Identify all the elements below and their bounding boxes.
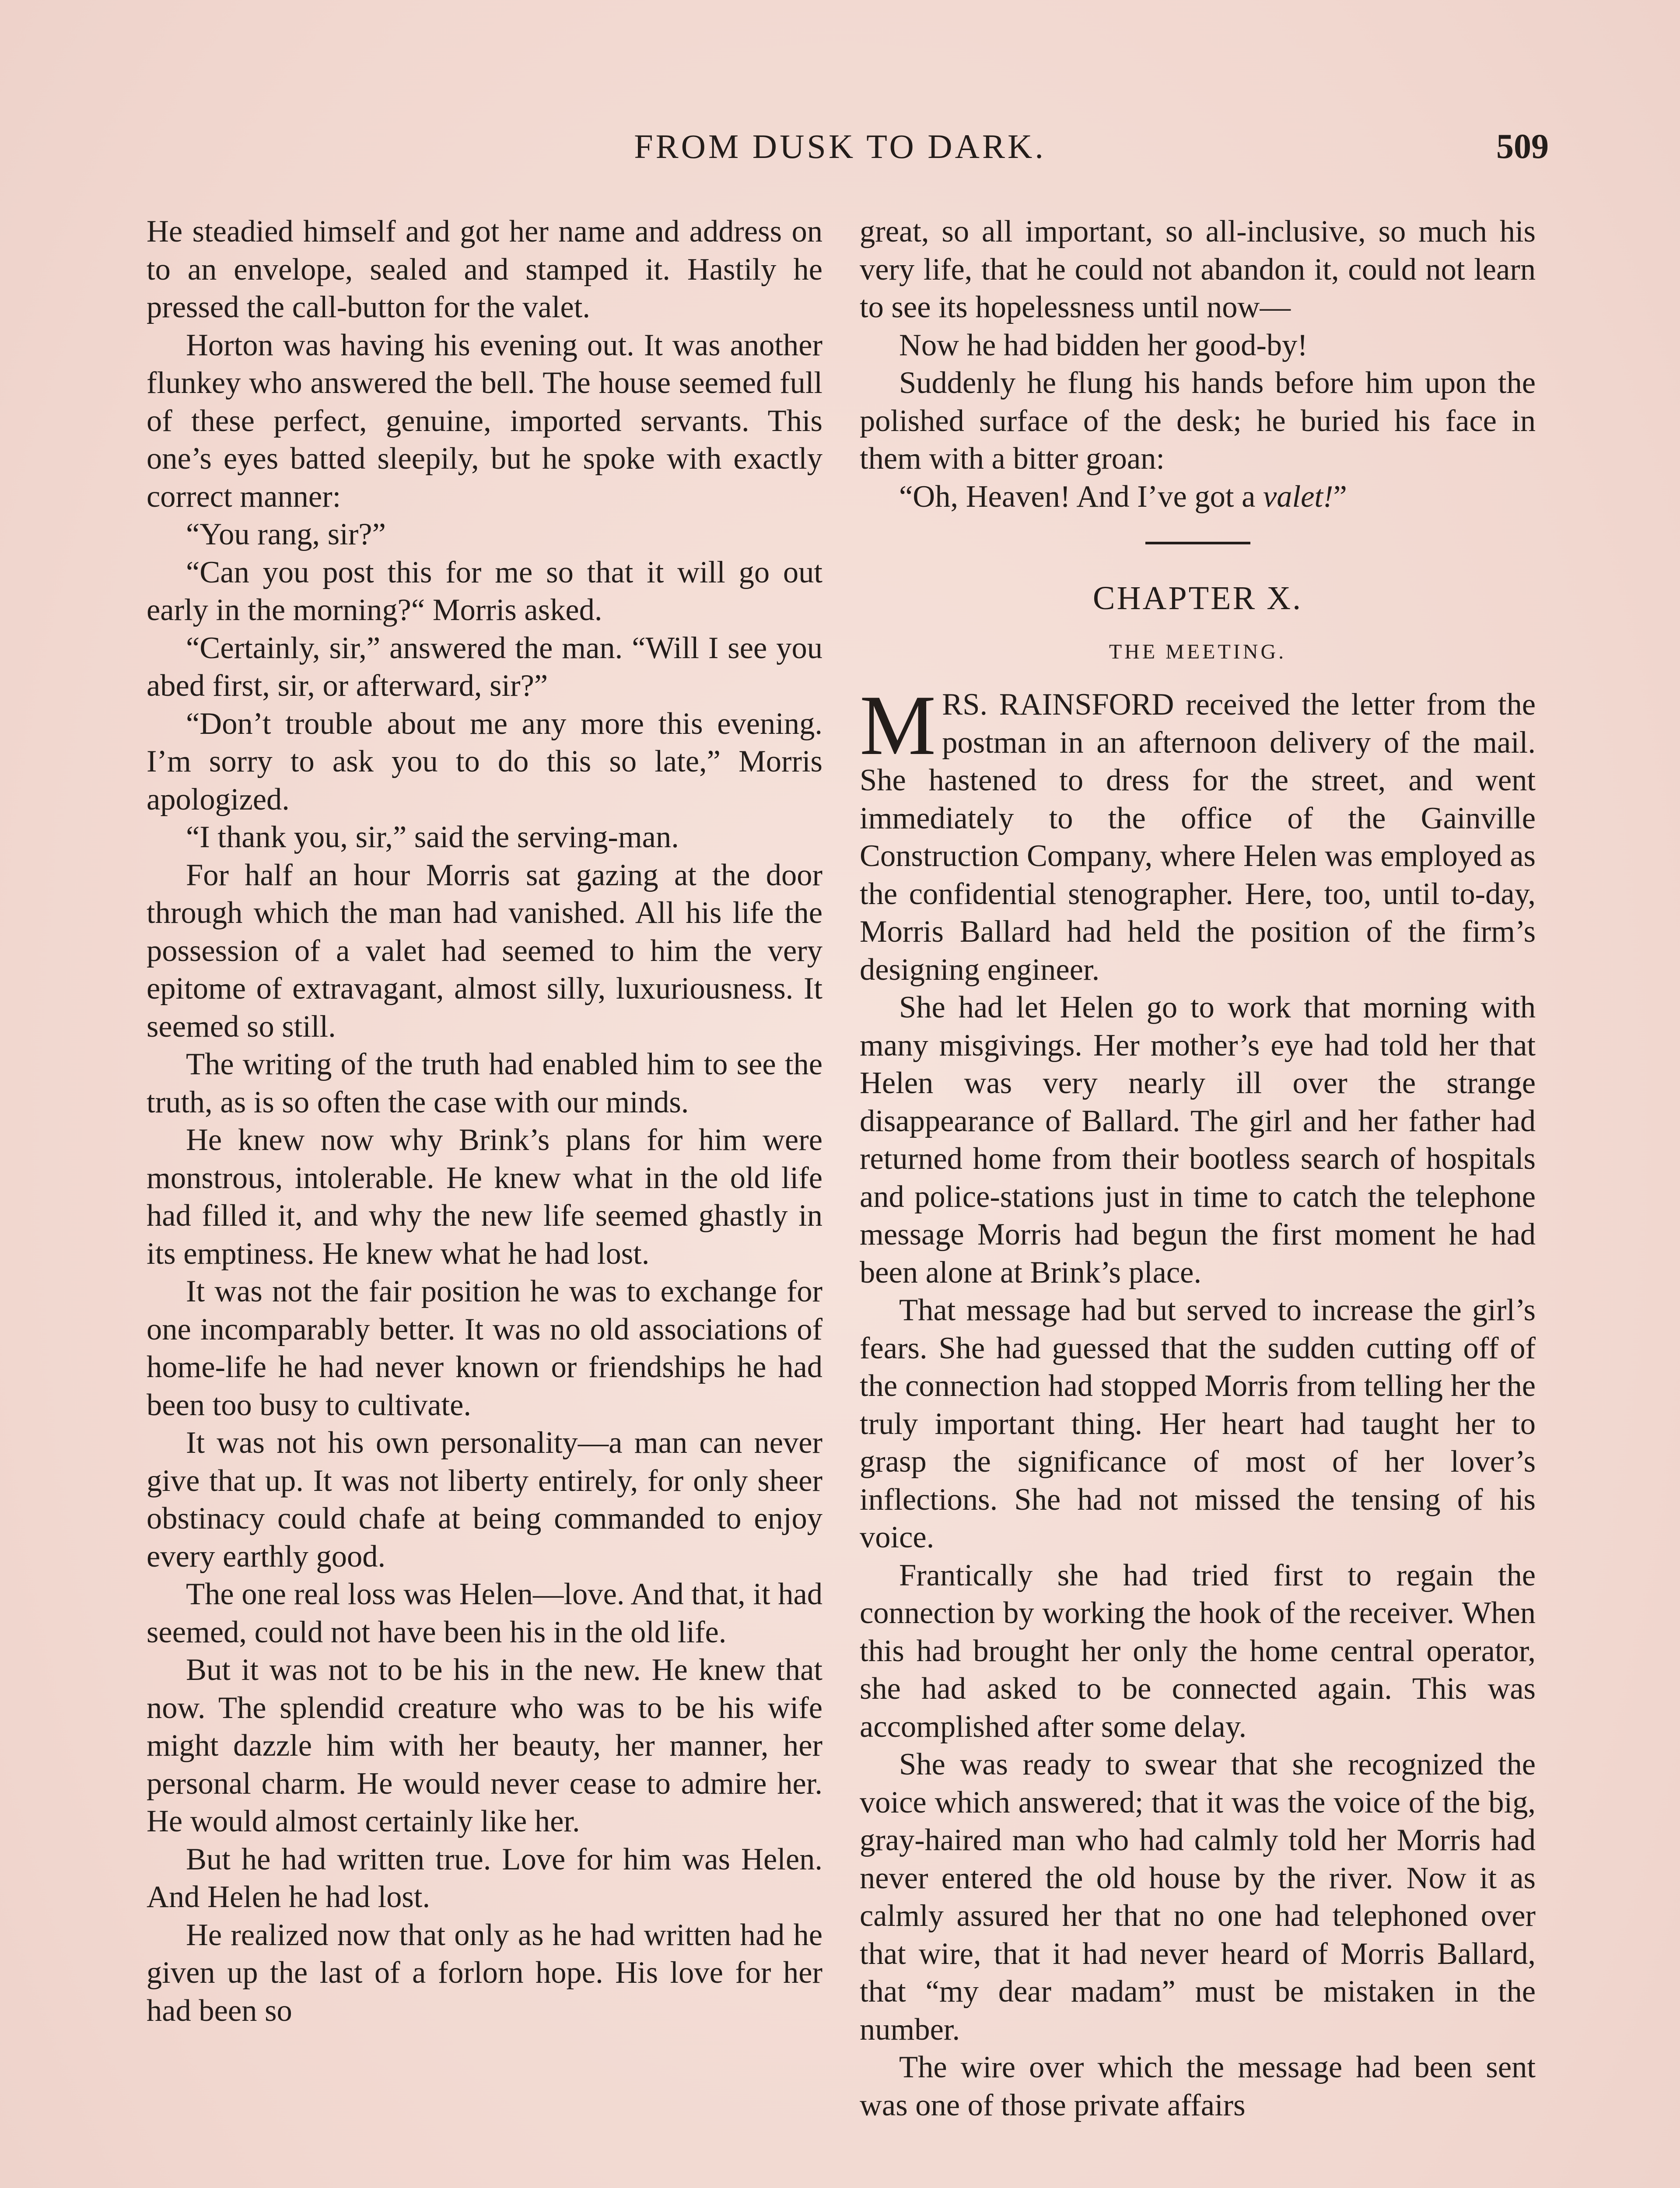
running-title: FROM DUSK TO DARK. (634, 127, 1046, 165)
paragraph: The writing of the truth had enabled him to see the truth, as is so often the case with our minds. (147, 1047, 822, 1119)
paragraph: “You rang, sir?” (186, 517, 386, 551)
paragraph: “Can you post this for me so that it will go out early in the morning?“ Morris asked. (147, 555, 822, 627)
paragraph: Frantically she had tried first to regain the connection by working the hook of the receiver. When this had brought her only the home central operator, she had asked to be connected again. This was accomplished after some delay. (860, 1558, 1536, 1744)
page-header (131, 127, 1549, 175)
left-column (147, 213, 822, 2030)
paragraph: It was not his own personality—a man can never give that up. It was not liberty entirely, for only sheer obstinacy could chafe at being commanded to enjoy every earthly good. (147, 1426, 822, 1574)
paragraph: He steadied himself and got her name and address on to an envelope, sealed and stamped it. Hastily he pressed the call-button for the valet. (147, 214, 822, 324)
opening-words: RS. RAINSFORD (942, 687, 1174, 722)
paragraph: The wire over which the message had been sent was one of those private affairs (860, 2050, 1536, 2122)
paragraph: But he had written true. Love for him was Helen. And Helen he had lost. (147, 1842, 822, 1914)
quote-text: “Oh, Heaven! And I’ve got a (899, 479, 1263, 514)
section-divider (1145, 542, 1250, 544)
paragraph: She had let Helen go to work that morning with many misgivings. Her mother’s eye had told her that Helen was very nearly ill over the strange disappearance of Ballard. The girl and her father had returned home from their bootless search of hospitals and police-stations just in time to catch the telephone message Morris had begun the first moment he had been alone at Brink’s place. (860, 990, 1536, 1290)
closing-quote (860, 478, 1536, 516)
opening-text: received the letter from the postman in an afternoon delivery of the mail. She hastened to dress for the street, and went immediately to the office of the Gainville Construction Company, where Helen was employed as the confidential stenographer. Here, too, until to-day, Morris Ballard had held the position of the firm’s designing engineer. (860, 687, 1536, 987)
paragraph: She was ready to swear that she recognized the voice which answered; that it was the voice of the big, gray-haired man who had calmly told her Morris had never entered the old house by the river. Now it as calmly assured her that no one had telephoned over that wire, that it had never heard of Morris Ballard, that “my dear madam” must be mistaken in the number. (860, 1747, 1536, 2047)
drop-cap: M (860, 678, 936, 773)
paragraph: That message had but served to increase the girl’s fears. She had guessed that the sudden cutting off of the connection had stopped Morris from telling her the truly important thing. Her heart had taught her to grasp the significance of most of her lover’s inflections. She had not missed the tensing of his voice. (860, 1293, 1536, 1554)
paragraph-continuation: great, so all important, so all-inclusive, so much his very life, that he could not abandon it, could not learn to see its hopelessness until now— (860, 214, 1536, 324)
paragraph: He realized now that only as he had written had he given up the last of a forlorn hope. His love for her had been so (147, 1918, 822, 2028)
paragraph: The one real loss was Helen—love. And that, it had seemed, could not have been his in the old life. (147, 1577, 822, 1649)
paragraph: “I thank you, sir,” said the serving-man. (186, 820, 679, 854)
page-number: 509 (1496, 127, 1549, 166)
paragraph: “Certainly, sir,” answered the man. “Will I see you abed first, sir, or afterward, sir?” (147, 631, 822, 703)
paragraph: Horton was having his evening out. It was another flunkey who answered the bell. The house seemed full of these perfect, genuine, imported servants. This one’s eyes batted sleepily, but he spoke with exactly correct manner: (147, 328, 822, 514)
paragraph: Now he had bidden her good-by! (899, 328, 1308, 362)
quote-close: ” (1333, 479, 1347, 514)
right-column (860, 213, 1536, 2124)
paragraph: “Don’t trouble about me any more this evening. I’m sorry to ask you to do this so late,” Morris apologized. (147, 706, 822, 817)
paragraph: It was not the fair position he was to exchange for one incomparably better. It was no old associations of home-life he had never known or friendships he had been too busy to cultivate. (147, 1274, 822, 1422)
quote-italic: valet! (1263, 479, 1334, 514)
chapter-opening-paragraph (860, 678, 1536, 989)
paragraph: But it was not to be his in the new. He knew that now. The splendid creature who was to be his wife might dazzle him with her beauty, her manner, her personal charm. He would never cease to admire her. He would almost certainly like her. (147, 1653, 822, 1838)
chapter-subtitle: THE MEETING. (1109, 640, 1287, 663)
chapter-title: CHAPTER X. (1092, 580, 1303, 617)
paragraph: He knew now why Brink’s plans for him were monstrous, intolerable. He knew what in the old life had filled it, and why the new life seemed ghastly in its emptiness. He knew what he had lost. (147, 1123, 822, 1271)
paragraph: Suddenly he flung his hands before him upon the polished surface of the desk; he buried his face in them with a bitter groan: (860, 366, 1536, 476)
paragraph: For half an hour Morris sat gazing at the door through which the man had vanished. All his life the possession of a valet had seemed to him the very epitome of extravagant, almost silly, luxuriousness. It seemed so still. (147, 858, 822, 1044)
